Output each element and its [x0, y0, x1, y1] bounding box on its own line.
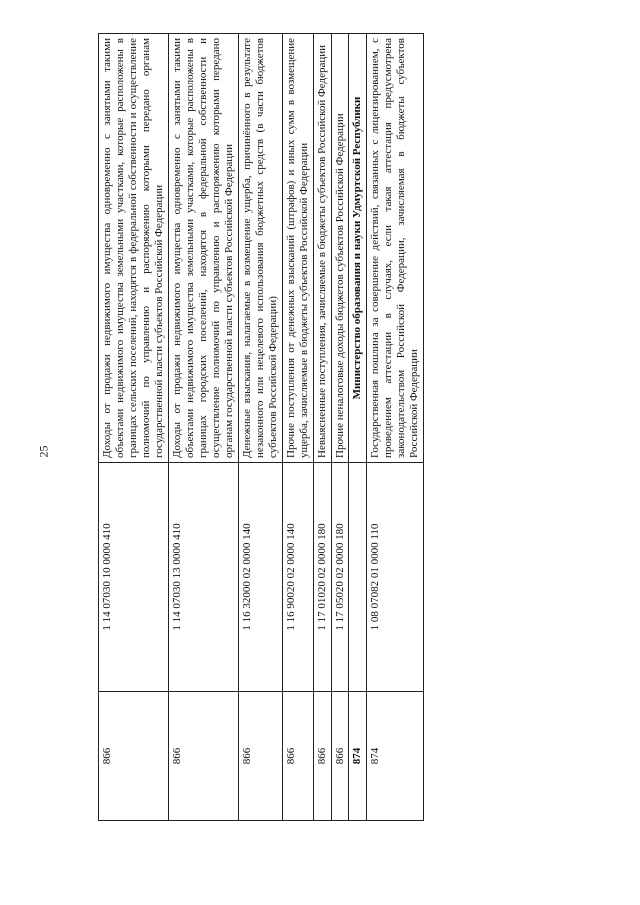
table-row	[168, 34, 238, 821]
admin-code-cell: 874	[367, 692, 424, 821]
admin-code-cell: 866	[282, 692, 313, 821]
table-row	[331, 34, 349, 821]
table-row	[99, 34, 169, 821]
revenue-name-cell: Прочие поступления от денежных взысканий (штрафов) и иных сумм в возмещение ущерба, зачисляемые в бюджеты субъектов Российской Федерации	[282, 34, 313, 463]
revenue-code-cell: 1 16 90020 02 0000 140	[282, 463, 313, 692]
admin-code-cell: 866	[331, 692, 349, 821]
revenue-code-cell: 1 16 32000 02 0000 140	[238, 463, 282, 692]
revenue-code-cell: 1 17 01020 02 0000 180	[313, 463, 331, 692]
admin-code-cell: 866	[313, 692, 331, 821]
admin-code-cell: 866	[168, 692, 238, 821]
section-title: Министерство образования и науки Удмуртской Республики	[349, 34, 367, 463]
table-row	[238, 34, 282, 821]
document-sheet	[98, 38, 530, 821]
revenue-code-cell: 1 14 07030 13 0000 410	[168, 463, 238, 692]
revenue-name-cell: Доходы от продажи недвижимого имущества одновременно с занятыми такими объектами недвижимого имущества земельными участками, которые расположены в границах сельских поселений, находятся в федеральной собственности и осуществление полномочий по управлению и распоряжению которыми передано органам государственной власти субъектов Российской Федерации	[99, 34, 169, 463]
table-row	[367, 34, 424, 821]
table-row	[282, 34, 313, 821]
revenue-codes-table	[98, 33, 424, 821]
revenue-name-cell: Невыясненные поступления, зачисляемые в бюджеты субъектов Российской Федерации	[313, 34, 331, 463]
admin-code-cell: 866	[238, 692, 282, 821]
section-header-row	[349, 34, 367, 821]
page-number: 25	[36, 445, 51, 458]
admin-code-cell: 866	[99, 692, 169, 821]
revenue-name-cell: Государственная пошлина за совершение действий, связанных с лицензированием, с проведением аттестации в случаях, если такая аттестация предусмотрена законодательством Российской Федерации, зачисляемая в бюджеты субъектов Российской Федерации	[367, 34, 424, 463]
revenue-name-cell: Доходы от продажи недвижимого имущества одновременно с занятыми такими объектами недвижимого имущества земельными участками, которые расположены в границах городских поселений, находятся в федеральной собственности и осуществление полномочий по управлению и распоряжению которыми передано органам государственной власти субъектов Российской Федерации	[168, 34, 238, 463]
revenue-name-cell: Прочие неналоговые доходы бюджетов субъектов Российской Федерации	[331, 34, 349, 463]
revenue-code-cell: 1 08 07082 01 0000 110	[367, 463, 424, 692]
section-empty-cell	[349, 463, 367, 692]
section-admin-code: 874	[349, 692, 367, 821]
revenue-name-cell: Денежные взыскания, налагаемые в возмещение ущерба, причинённого в результате незаконного или нецелевого использования бюджетных средств (в части бюджетов субъектов Российской Федерации)	[238, 34, 282, 463]
revenue-code-cell: 1 17 05020 02 0000 180	[331, 463, 349, 692]
table-row	[313, 34, 331, 821]
revenue-code-cell: 1 14 07030 10 0000 410	[99, 463, 169, 692]
